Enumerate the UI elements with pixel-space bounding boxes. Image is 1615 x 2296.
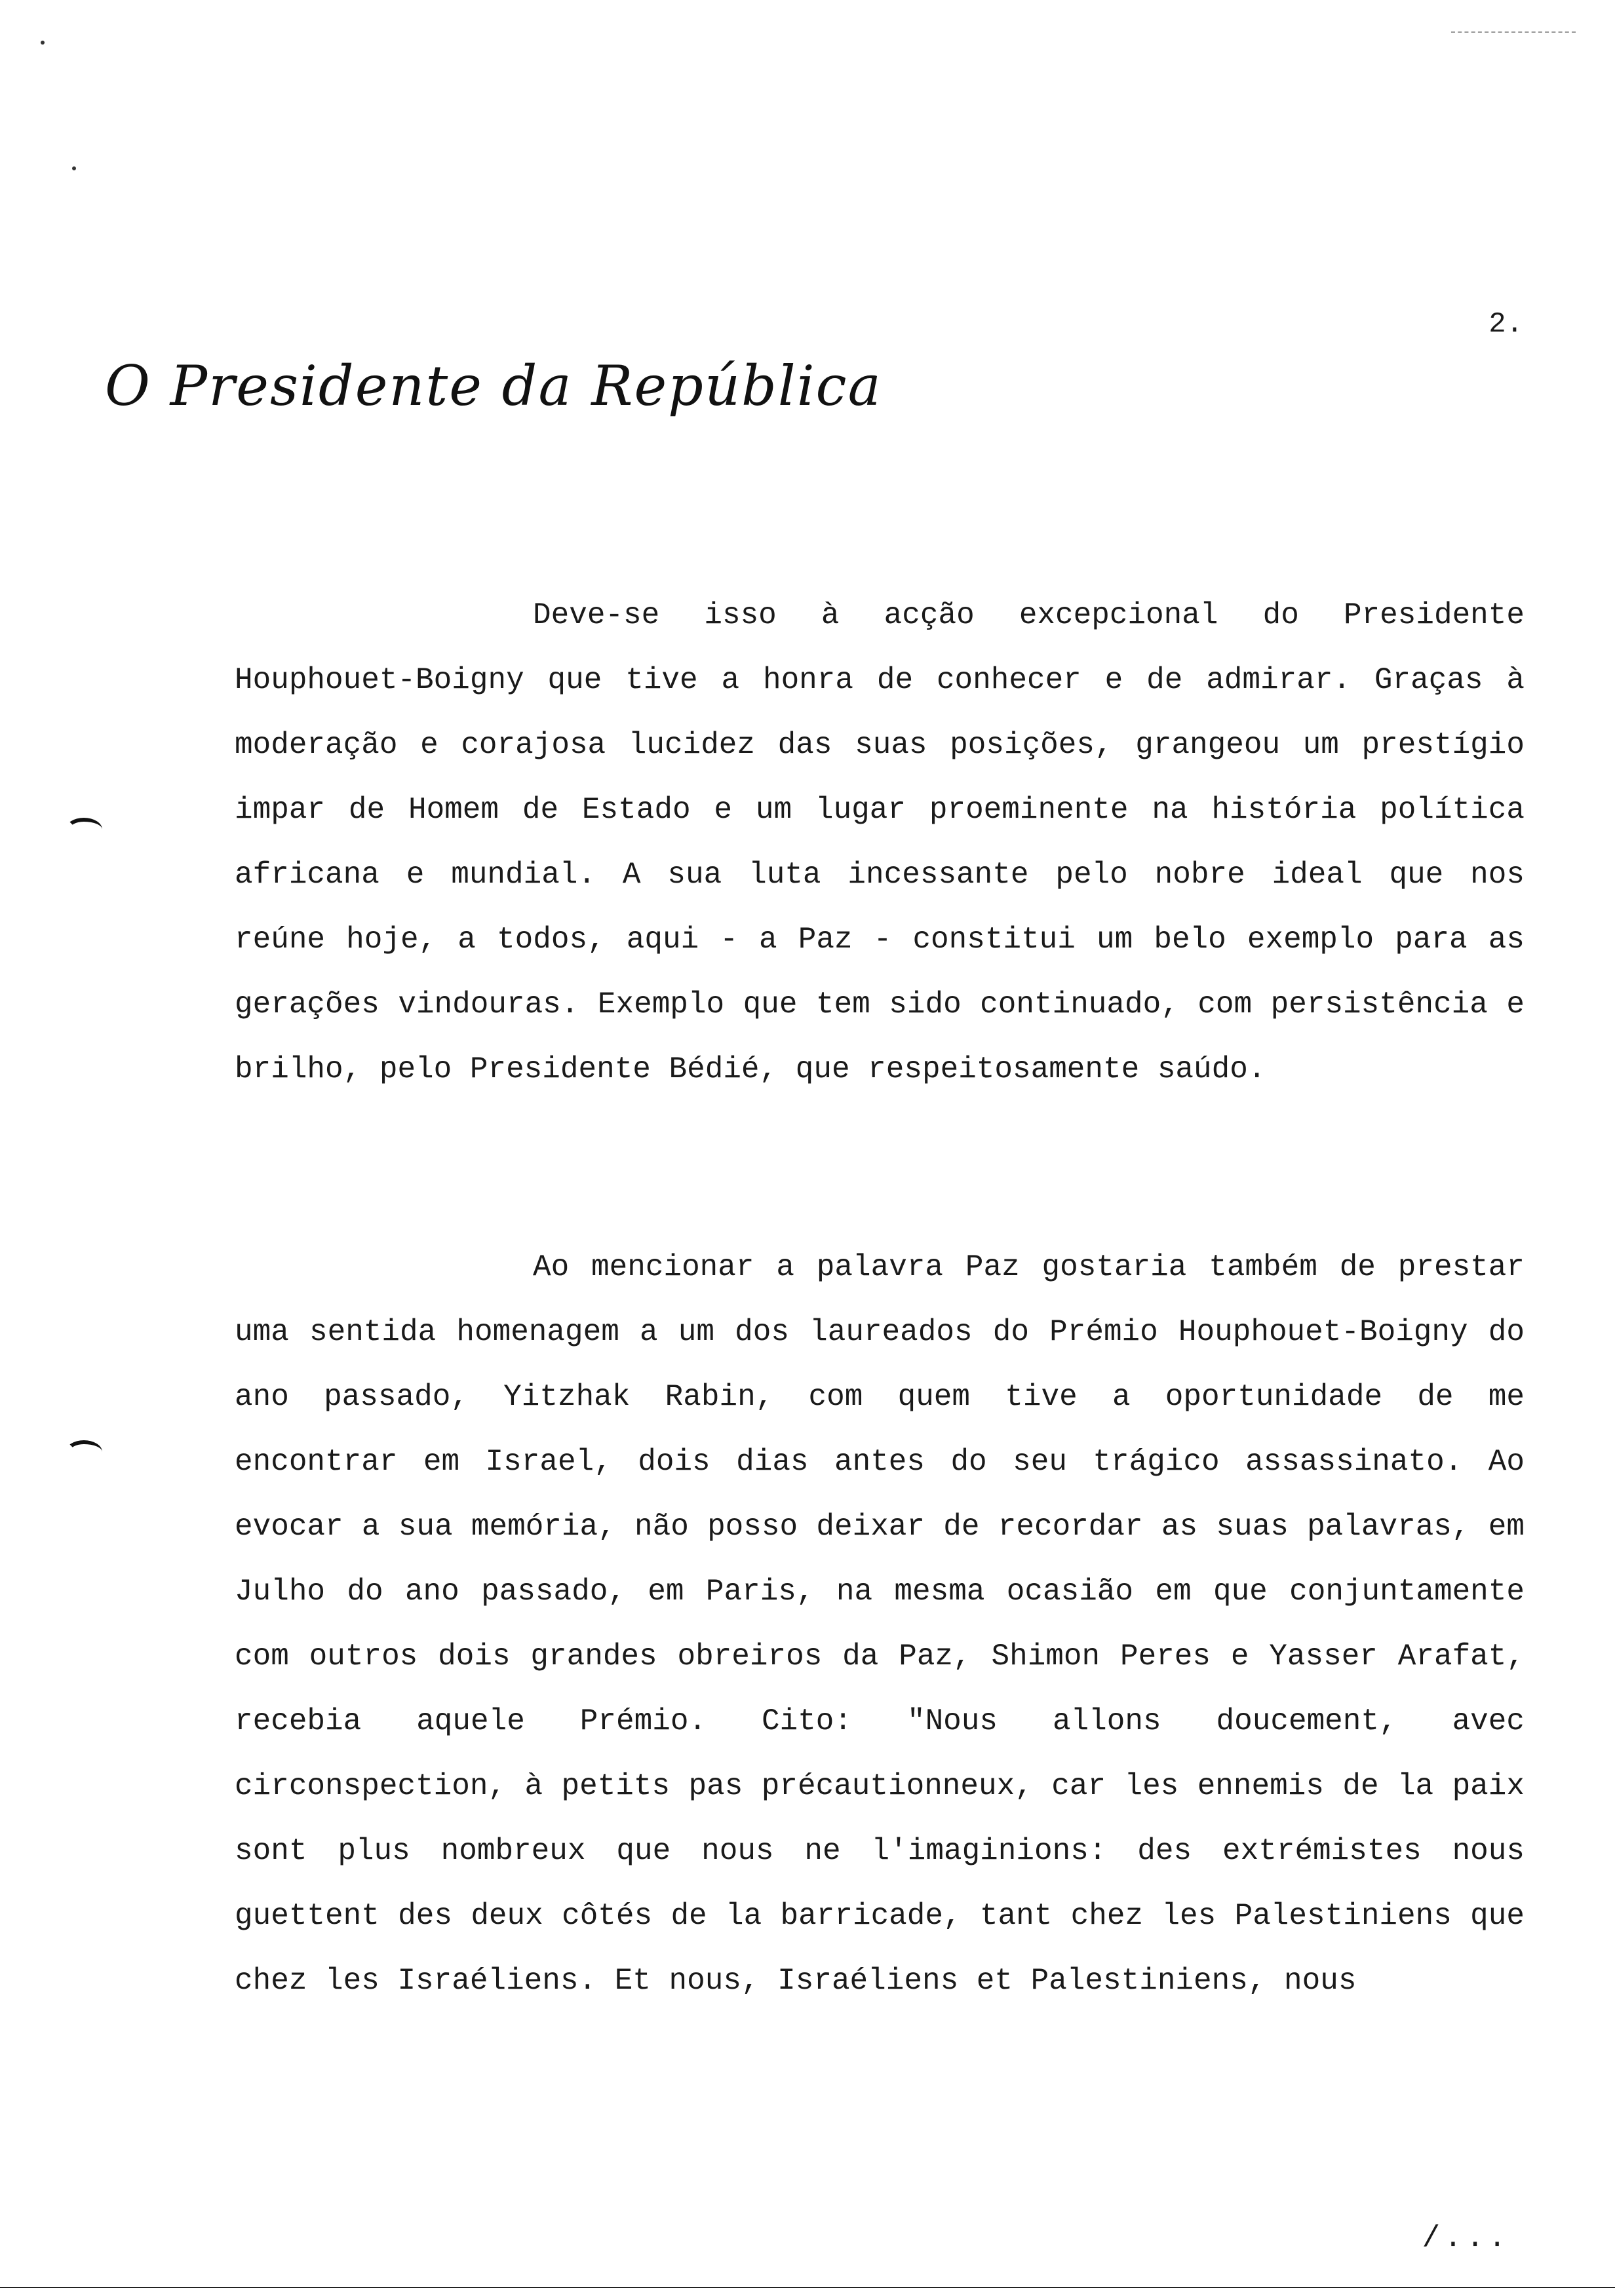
scan-artifact-line xyxy=(1451,31,1576,33)
scan-speck xyxy=(41,41,45,45)
body-paragraph-2-block xyxy=(235,1235,1525,2014)
body-paragraph-1-block xyxy=(235,583,1525,1102)
body-paragraph: Ao mencionar a palavra Paz gostaria também de prestar uma sentida homenagem a um dos laureados do Prémio Houphouet-Boigny do ano passado, Yitzhak Rabin, com quem tive a oportunidade de me encontrar em Israel, dois dias antes do seu trágico assassinato. Ao evocar a sua memória, não posso deixar de recordar as suas palavras, em Julho do ano passado, em Paris, na mesma ocasião em que conjuntamente com outros dois grandes obreiros da Paz, Shimon Peres e Yasser Arafat, recebia aquele Prémio. Cito: "Nous allons doucement, avec circonspection, à petits pas précautionneux, car les ennemis de la paix sont plus nombreux que nous ne l'imaginions: des extrémistes nous guettent des deux côtés de la barricade, tant chez les Palestiniens que chez les Israéliens. Et nous, Israéliens et Palestiniens, nous xyxy=(235,1250,1525,1998)
margin-mark xyxy=(66,818,102,841)
scan-speck xyxy=(72,166,76,170)
letterhead-script: O Presidente da República xyxy=(105,354,882,418)
scan-edge-line xyxy=(0,2287,1615,2288)
body-paragraph: Deve-se isso à acção excepcional do Presidente Houphouet-Boigny que tive a honra de conhecer e de admirar. Graças à moderação e corajosa lucidez das suas posições, grangeou um prestígio impar de Homem de Estado e um lugar proeminente na história política africana e mundial. A sua luta incessante pelo nobre ideal que nos reúne hoje, a todos, aqui - a Paz - constitui um belo exemplo para as gerações vindouras. Exemplo que tem sido continuado, com persistência e brilho, pelo Presidente Bédié, que respeitosamente saúdo. xyxy=(235,598,1525,1086)
margin-mark xyxy=(66,1440,102,1464)
continuation-marker: /... xyxy=(1422,2221,1510,2255)
page-number: 2. xyxy=(1489,308,1523,341)
